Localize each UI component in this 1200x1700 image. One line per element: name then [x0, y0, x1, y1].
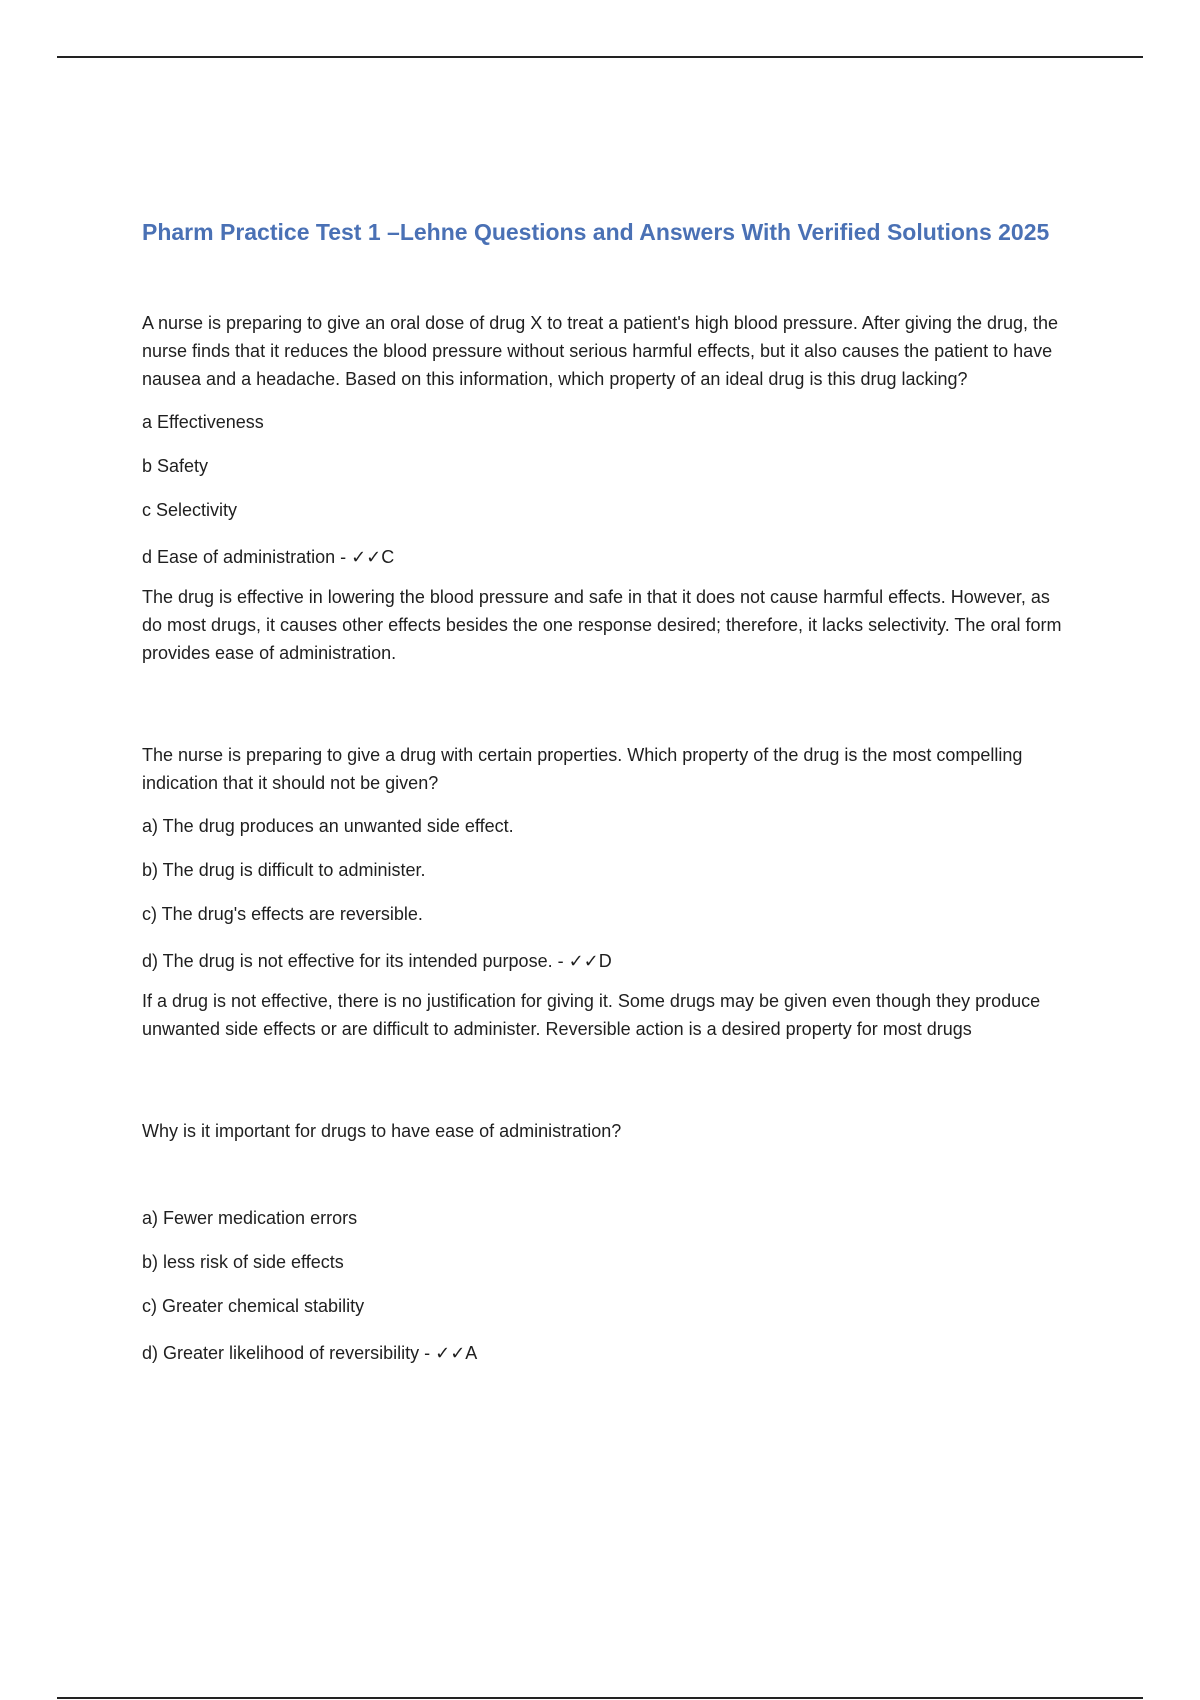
option-c: c Selectivity	[142, 500, 238, 520]
document-body	[142, 214, 1062, 1367]
option-b: b) The drug is difficult to administer.	[142, 860, 426, 880]
option-c: c) Greater chemical stability	[142, 1296, 365, 1316]
answer-options	[142, 408, 1062, 571]
answer-options	[142, 1204, 1062, 1367]
top-rule	[57, 56, 1143, 58]
option-a: a) Fewer medication errors	[142, 1208, 358, 1228]
question-1	[142, 309, 1062, 667]
answer-rationale: If a drug is not effective, there is no justification for giving it. Some drugs may be given even though they produce unwanted side effects or are difficult to administer. Reversible action is a desired property for most drugs	[142, 991, 1041, 1039]
bottom-rule	[57, 1697, 1143, 1699]
question-stem: Why is it important for drugs to have ease of administration?	[142, 1121, 622, 1141]
answer-rationale: The drug is effective in lowering the blood pressure and safe in that it does not cause harmful effects. However, as do most drugs, it causes other effects besides the one response desired; therefore, it lacks selectivity. The oral form provides ease of administration.	[142, 587, 1062, 663]
option-d-with-answer: d) Greater likelihood of reversibility - ✓✓A	[142, 1343, 478, 1363]
option-b: b) less risk of side effects	[142, 1252, 344, 1272]
option-b: b Safety	[142, 456, 209, 476]
page-title: Pharm Practice Test 1 –Lehne Questions and Answers With Verified Solutions 2025	[142, 219, 1050, 245]
answer-options	[142, 812, 1062, 975]
option-d-with-answer: d) The drug is not effective for its intended purpose. - ✓✓D	[142, 951, 612, 971]
question-2	[142, 741, 1062, 1043]
question-3	[142, 1117, 1062, 1367]
option-a: a) The drug produces an unwanted side effect.	[142, 816, 514, 836]
question-stem: A nurse is preparing to give an oral dose of drug X to treat a patient's high blood pressure. After giving the drug, the nurse finds that it reduces the blood pressure without serious harmful effects, but it also causes the patient to have nausea and a headache. Based on this information, which property of an ideal drug is this drug lacking?	[142, 313, 1059, 389]
question-stem: The nurse is preparing to give a drug with certain properties. Which property of the drug is the most compelling indication that it should not be given?	[142, 745, 1023, 793]
option-a: a Effectiveness	[142, 412, 264, 432]
option-d-with-answer: d Ease of administration - ✓✓C	[142, 547, 395, 567]
option-c: c) The drug's effects are reversible.	[142, 904, 423, 924]
